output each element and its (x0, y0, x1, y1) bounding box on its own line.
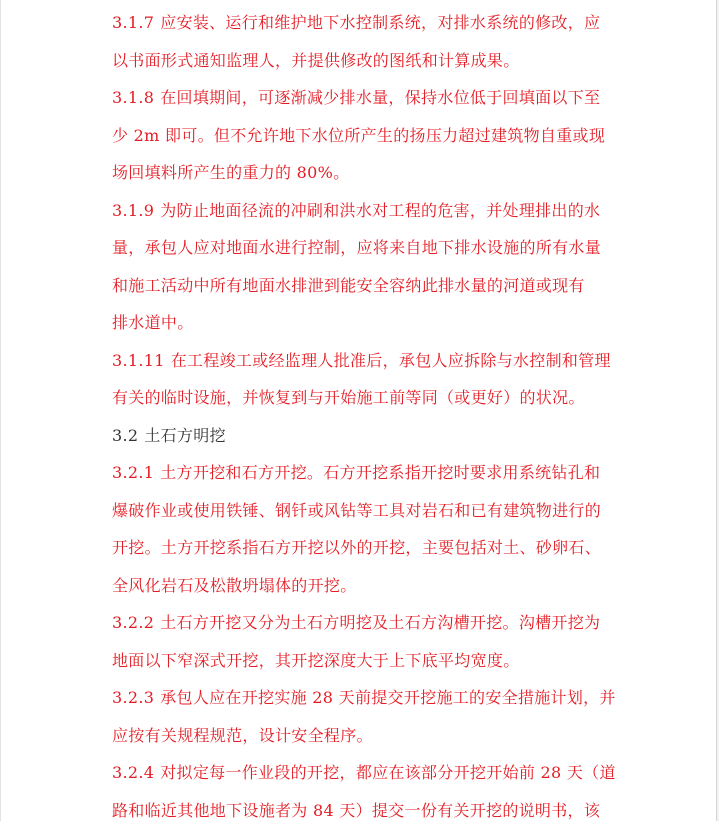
text-line (112, 492, 612, 530)
clause-number: 3.1.7 (112, 13, 155, 32)
line-text: 开挖。土方开挖系指石方开挖以外的开挖，主要包括对土、砂卵石、 (112, 538, 602, 557)
line-text: 为防止地面径流的冲刷和洪水对工程的危害，并处理排出的水 (160, 200, 601, 220)
text-line (112, 229, 612, 267)
paragraph (112, 79, 612, 192)
paragraph (112, 604, 612, 679)
clause-number: 3.1.9 (112, 200, 155, 220)
clause-number: 3.1.8 (112, 88, 155, 107)
text-line (112, 604, 612, 642)
line-text: 应按有关规程规范，设计安全程序。 (112, 725, 373, 745)
line-text: 对拟定每一作业段的开挖，都应在该部分开挖开始前 28 天（道 (160, 763, 616, 782)
line-text: 有关的临时设施，并恢复到与开始施工前等同（或更好）的状况。 (112, 388, 585, 407)
paragraph (112, 679, 616, 754)
text-line (112, 192, 612, 230)
line-text: 和施工活动中所有地面水排泄到能安全容纳此排水量的河道或现有 (112, 275, 585, 295)
line-text: 土方开挖和石方开挖。石方开挖系指开挖时要求用系统钻孔和 (160, 463, 601, 482)
text-line (112, 154, 612, 192)
clause-number: 3.2 (112, 425, 139, 445)
line-text: 量，承包人应对地面水进行控制，应将来自地下排水设施的所有水量 (112, 238, 602, 257)
text-line (112, 567, 612, 605)
text-line (112, 454, 612, 492)
paragraph (112, 4, 612, 79)
text-line (112, 679, 616, 717)
line-text: 土石方明挖 (144, 425, 226, 445)
text-line (112, 642, 612, 680)
paragraph (112, 192, 612, 342)
clause-number: 3.1.11 (112, 350, 165, 370)
paragraph (112, 342, 612, 417)
text-line (112, 379, 612, 417)
text-line (112, 754, 616, 792)
line-text: 少 2m 即可。但不允许地下水位所产生的扬压力超过建筑物自重或现 (112, 125, 606, 145)
line-text: 地面以下窄深式开挖，其开挖深度大于上下底平均宽度。 (112, 650, 520, 670)
text-line (112, 342, 612, 380)
clause-number: 3.2.2 (112, 613, 155, 632)
text-line (112, 79, 612, 117)
line-text: 以书面形式通知监理人，并提供修改的图纸和计算成果。 (112, 50, 520, 70)
text-line (112, 304, 612, 342)
text-line (112, 4, 612, 42)
line-text: 路和临近其他地下设施者为 84 天）提交一份有关开挖的说明书，该 (112, 800, 601, 820)
document-body (112, 4, 616, 821)
paragraph (112, 754, 616, 821)
clause-number: 3.2.4 (112, 763, 155, 782)
line-text: 爆破作业或使用铁锤、钢钎或风钻等工具对岩石和已有建筑物进行的 (112, 500, 602, 520)
line-text: 在工程竣工或经监理人批准后，承包人应拆除与水控制和管理 (170, 350, 611, 370)
text-line (112, 267, 612, 305)
text-line (112, 529, 612, 567)
line-text: 在回填期间，可逐渐减少排水量，保持水位低于回填面以下至 (160, 88, 601, 107)
text-line (112, 717, 612, 755)
line-text: 场回填料所产生的重力的 80%。 (112, 163, 350, 182)
text-line (112, 417, 612, 455)
line-text: 土石方开挖又分为土石方明挖及土石方沟槽开挖。沟槽开挖为 (160, 613, 601, 632)
line-text: 承包人应在开挖实施 28 天前提交开挖施工的安全措施计划，并 (160, 688, 616, 707)
line-text: 应安装、运行和维护地下水控制系统，对排水系统的修改，应 (160, 13, 601, 32)
text-line (112, 792, 612, 821)
clause-number: 3.2.1 (112, 463, 155, 482)
section-heading (112, 417, 612, 455)
text-line (112, 117, 612, 155)
line-text: 全风化岩石及松散坍塌体的开挖。 (112, 575, 357, 595)
clause-number: 3.2.3 (112, 688, 155, 707)
paragraph (112, 454, 612, 604)
text-line (112, 42, 612, 80)
line-text: 排水道中。 (112, 313, 194, 332)
